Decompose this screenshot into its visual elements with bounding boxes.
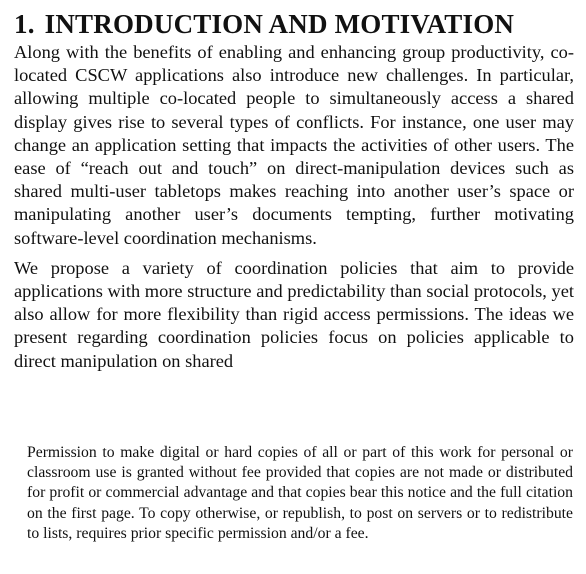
permission-notice: Permission to make digital or hard copies of all or part of this work for personal or classroom use is granted without fee provided that copies are not made or distributed for profit or commercial advantage and that copies bear this notice and the full citation on the first page. To copy otherwise, or republish, to post on servers or to redistribute to lists, requires prior specific permission and/or a fee. xyxy=(27,444,573,542)
body-paragraph: Along with the benefits of enabling and enhancing group productivity, co-located CSCW applications also introduce new challenges. In particular, allowing multiple co-located people to simultaneously access a shared display gives rise to several types of conflicts. For instance, one user may change an application setting that impacts the activities of other users. The ease of “reach out and touch” on direct-manipulation devices such as shared multi-user tabletops makes reaching into another user’s space or manipulating another user’s documents tempting, further motivating software-level coordination mechanisms. xyxy=(14,42,574,248)
section-heading xyxy=(14,8,574,40)
section-number: 1. xyxy=(14,9,35,39)
section-title: INTRODUCTION AND MOTIVATION xyxy=(44,9,515,39)
body-paragraph: We propose a variety of coordination policies that aim to provide applications with more structure and predictability than social protocols, yet also allow for more flexibility than rigid access permissions. The ideas we present regarding coordination policies focus on policies applicable to direct manipulation on shared xyxy=(14,257,574,371)
paper-page xyxy=(14,8,574,373)
